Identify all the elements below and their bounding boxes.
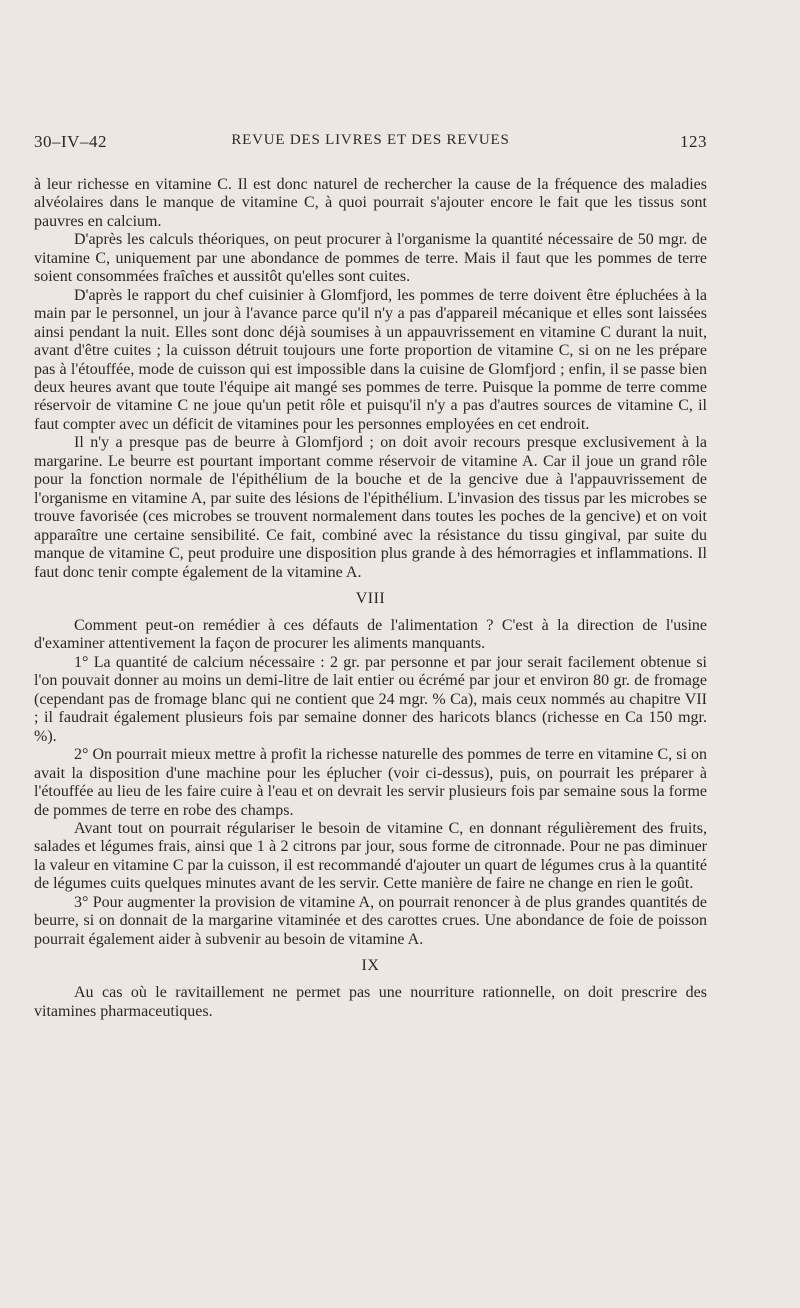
paragraph: 1° La quantité de calcium nécessaire : 2 gr. par personne et par jour serait facilement obtenue si l'on pouvait donner au moins un demi-litre de lait entier ou écrémé par jour et environ 80 gr. de fromage (cependant pas de fromage blanc qui ne contient que 24 mgr. % Ca), mais ceux nommés au chapitre VII ; il faudrait également plusieurs fois par semaine donner des haricots blancs (richesse en Ca 150 mgr. %). (34, 653, 707, 745)
running-header (34, 132, 707, 156)
paragraph: D'après le rapport du chef cuisinier à Glomfjord, les pommes de terre doivent être épluchées à la main par le personnel, un jour à l'avance parce qu'il n'y a pas d'appareil mécanique et elles sont laissées ainsi pendant la nuit. Elles sont donc déjà soumises à un appauvrissement en vitamine C durant la nuit, avant d'être cuites ; la cuisson détruit toujours une forte proportion de vitamine C, si on ne les prépare pas à l'étouffée, mode de cuisson qui est impossible dans la cuisine de Glomfjord ; enfin, il se passe bien deux heures avant que toute l'équipe ait mangé ses pommes de terre. Puisque la pomme de terre comme réservoir de vitamine C ne joue qu'un petit rôle et puisqu'il n'y a pas d'autres sources de vitamine C, il faut compter avec un déficit de vitamines pour les personnes employées en cet endroit. (34, 286, 707, 433)
paragraph: Avant tout on pourrait régulariser le besoin de vitamine C, en donnant régulièrement des fruits, salades et légumes frais, ainsi que 1 à 2 citrons par jour, sous forme de citronnade. Pour ne pas diminuer la valeur en vitamine C par la cuisson, il est recommandé d'ajouter un quart de légumes crus à la quantité de légumes cuits quelques minutes avant de les servir. Cette manière de faire ne change en rien le goût. (34, 819, 707, 893)
paragraph: 3° Pour augmenter la provision de vitamine A, on pourrait renoncer à de plus grandes quantités de beurre, si on donnait de la margarine vitaminée et des carottes crues. Une abondance de foie de poisson pourrait également aider à subvenir au besoin de vitamine A. (34, 893, 707, 948)
paragraph: Au cas où le ravitaillement ne permet pas une nourriture rationnelle, on doit prescrire des vitamines pharmaceutiques. (34, 984, 707, 1020)
paragraph: Il n'y a presque pas de beurre à Glomfjord ; on doit avoir recours presque exclusivement à la margarine. Le beurre est pourtant important comme réservoir de vitamine A. Car il joue un grand rôle pour la fonction normale de l'épithélium de la bouche et de la gencive due à l'appauvrissement de l'organisme en vitamine A, par suite des lésions de l'épithélium. L'invasion des tissus par les microbes se trouve favorisée (ces microbes se trouvent normalement dans toutes les poches de la gencive) et on voit apparaître une certaine sensibilité. Ce fait, combiné avec la résistance du tissu gingival, par suite du manque de vitamine C, peut produire une disposition plus grande à des hémorragies et inflammations. Il faut donc tenir compte également de la vitamine A. (34, 434, 707, 581)
body-text (34, 176, 707, 1021)
paragraph: Comment peut-on remédier à ces défauts de l'alimentation ? C'est à la direction de l'usine d'examiner attentivement la façon de procurer les aliments manquants. (34, 616, 707, 653)
section-heading-viii: VIII (355, 589, 386, 607)
page-number: 123 (680, 132, 707, 151)
paragraph: D'après les calculs théoriques, on peut procurer à l'organisme la quantité nécessaire de 50 mgr. de vitamine C, uniquement par une abondance de pommes de terre. Mais il faut que les pommes de terre soient consommées fraîches et aussitôt qu'elles sont cuites. (34, 231, 707, 286)
paragraph: 2° On pourrait mieux mettre à profit la richesse naturelle des pommes de terre en vitamine C, si on avait la disposition d'une machine pour les éplucher (voir ci-dessus), puis, on pourrait les préparer à l'étouffée au lieu de les faire cuire à l'eau et on devrait les servir plusieurs fois par semaine sous la forme de pommes de terre en robe des champs. (34, 746, 707, 819)
section-heading-ix: IX (361, 957, 380, 975)
header-date: 30–IV–42 (34, 132, 107, 151)
header-journal-title: REVUE DES LIVRES ET DES REVUES (231, 132, 510, 148)
paragraph: à leur richesse en vitamine C. Il est donc naturel de rechercher la cause de la fréquence des maladies alvéolaires dans le manque de vitamine C, à quoi pourrait s'ajouter encore le fait que les tissus sont pauvres en calcium. (34, 176, 707, 230)
